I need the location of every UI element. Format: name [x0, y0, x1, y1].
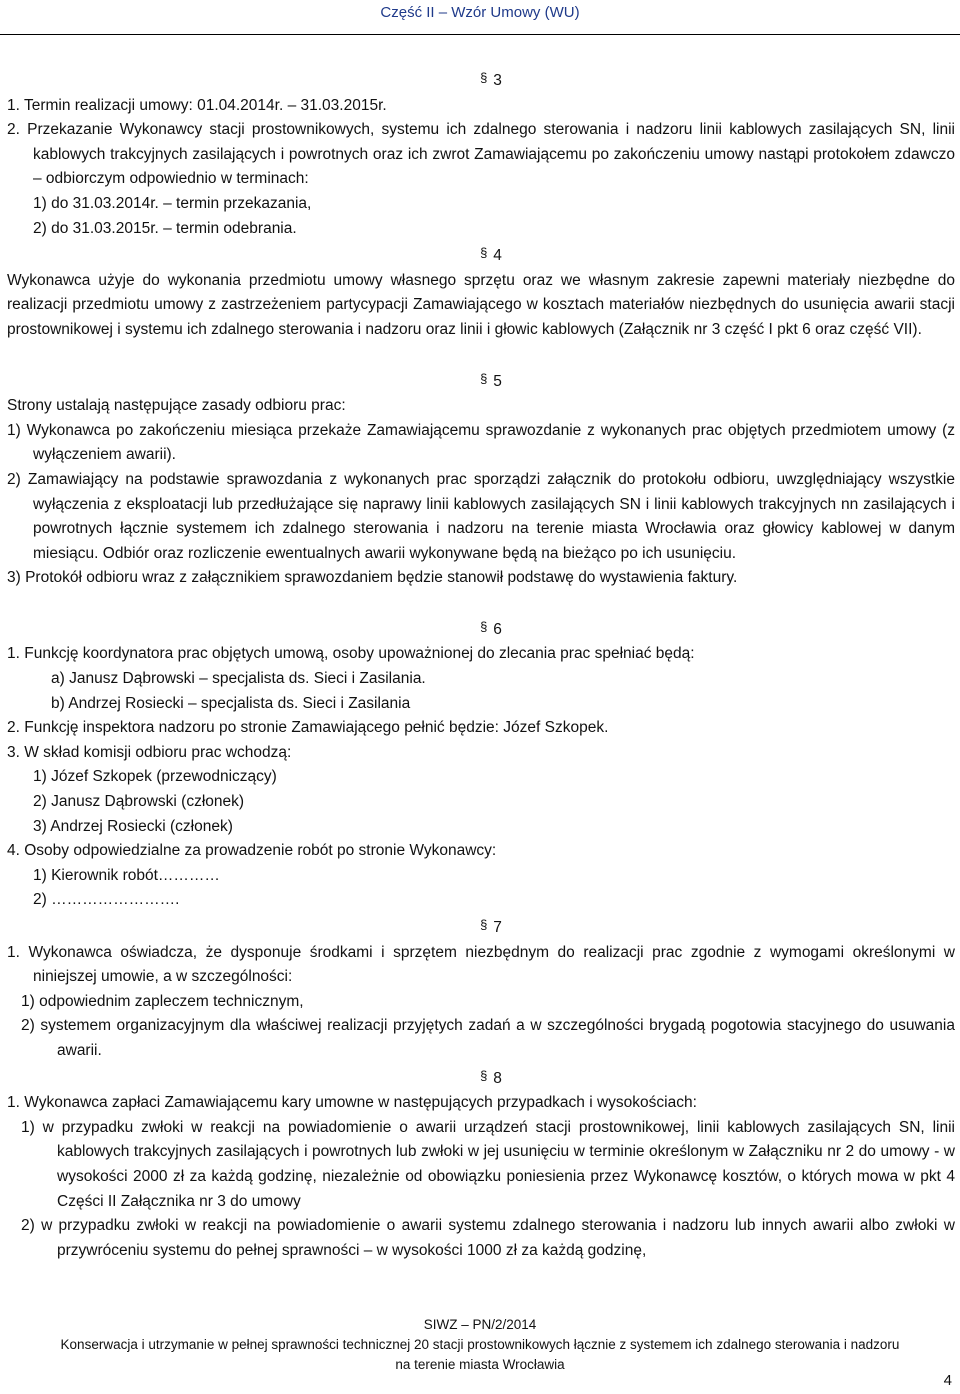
- s6-p4b: 2) …………………….: [33, 891, 180, 909]
- header-title: Część II – Wzór Umowy (WU): [380, 4, 580, 21]
- s3-p1: 1. Termin realizacji umowy: 01.04.2014r. – 31.03.2015r.: [7, 96, 387, 114]
- document-body: [7, 66, 955, 1263]
- paragraph-sign-icon: §: [480, 917, 488, 932]
- s6-p1: 1. Funkcję koordynatora prac objętych umową, osoby upoważnionej do zlecania prac spełniać będą:: [7, 645, 695, 663]
- s7-p1: 1. Wykonawca oświadcza, że dysponuje środkami i sprzętem niezbędnym do realizacji prac zgodnie z wymogami określonymi w niniejszej umowie, a w szczególności:: [7, 943, 955, 986]
- s7-p1a: 1) odpowiednim zapleczem technicznym,: [21, 992, 304, 1010]
- section-heading-5: § 5: [480, 370, 502, 390]
- section-heading-7: § 7: [480, 917, 502, 936]
- paragraph-sign-icon: §: [480, 1067, 488, 1083]
- s8-p1b: 2) w przypadku zwłoki w reakcji na powiadomienie o awarii systemu zdalnego sterowania i nadzoru lub innych awarii albo zwłoki w przywróceniu systemu do pełnej sprawności – w wysokości 1000 zł za każdą godzinę,: [21, 1217, 955, 1259]
- footer-line-2: Konserwacja i utrzymanie w pełnej sprawności technicznej 20 stacji prostownikowych łącznie z systemem ich zdalnego sterowania i nadzoru: [60, 1337, 900, 1352]
- s5-p1: 1) Wykonawca po zakończeniu miesiąca przekaże Zamawiającemu sprawozdanie z wykonanych prac objętych przedmiotem umowy (z wyłączeniem awarii).: [7, 421, 955, 464]
- section-heading-8: § 8: [480, 1067, 502, 1087]
- s6-p4: 4. Osoby odpowiedzialne za prowadzenie robót po stronie Wykonawcy:: [7, 842, 497, 860]
- footer-line-3: na terenie miasta Wrocławia: [395, 1357, 565, 1372]
- s3-p2a: 1) do 31.03.2014r. – termin przekazania,: [33, 194, 312, 212]
- paragraph-sign-icon: §: [480, 245, 488, 261]
- s4-p1: Wykonawca użyje do wykonania przedmiotu umowy własnego sprzętu oraz we własnym zakresie zapewni materiały niezbędne do realizacji przedmiotu umowy z zastrzeżeniem partycypacji Zamawiającego w kosztach materiałów niezbędnych do usunięcia awarii stacji prostownikowej i systemu ich zdalnego sterowania i nadzoru oraz linii i głowic kablowych (Załącznik nr 3 część I pkt 6 oraz część VII).: [7, 271, 955, 338]
- paragraph-sign-icon: §: [480, 370, 488, 386]
- header-divider: [0, 34, 960, 35]
- s6-p3c: 3) Andrzej Rosiecki (członek): [33, 817, 233, 835]
- s6-p3b: 2) Janusz Dąbrowski (członek): [33, 793, 245, 811]
- s3-p2b: 2) do 31.03.2015r. – termin odebrania.: [33, 219, 297, 237]
- s6-p2: 2. Funkcję inspektora nadzoru po stronie Zamawiającego pełnić będzie: Józef Szkopek.: [7, 719, 609, 737]
- s8-p1a: 1) w przypadku zwłoki w reakcji na powiadomienie o awarii urządzeń stacji prostownikowej, linii kablowych zasilających SN, linii kablowych trakcyjnych zasilających i powrotnych lub zwłoki w jej usunięciu w terminie określonym w Załączniku nr 2 do umowy - w wysokości 2000 zł za każdą godzinę, niezależnie od obowiązku poniesienia przez Wykonawcę kosztów, o których mowa w pkt 4 Części II Załącznika nr 3 do umowy: [21, 1118, 955, 1210]
- s6-p4a: 1) Kierownik robót…………: [33, 866, 220, 884]
- s5-intro: Strony ustalają następujące zasady odbioru prac:: [7, 397, 346, 415]
- section-heading-3: § 3: [480, 70, 502, 89]
- section-heading-6: § 6: [480, 618, 502, 638]
- s5-p2: 2) Zamawiający na podstawie sprawozdania z wykonanych prac sporządzi załącznik do protokołu odbioru, uwzględniający wszystkie wyłączenia z eksploatacji lub przedłużające się naprawy linii kablowych zasilających SN i linii kablowych trakcyjnych nn zasilających i powrotnych łącznie systemem ich zdalnego sterowania i nadzoru na terenie miasta Wrocławia oraz głowicy kablowej w danym miesiącu. Odbiór oraz rozliczenie ewentualnych awarii wykonywane będą na bieżąco po ich usunięciu.: [7, 470, 955, 562]
- s7-p1b: 2) systemem organizacyjnym dla właściwej realizacji przyjętych zadań a w szczególności brygadą pogotowia stacyjnego do usuwania awarii.: [21, 1017, 955, 1059]
- s3-p2: 2. Przekazanie Wykonawcy stacji prostownikowych, systemu ich zdalnego sterowania i nadzoru linii kablowych zasilających SN, linii kablowych trakcyjnych zasilających i powrotnych oraz ich zwrot Zamawiającemu po zakończeniu umowy nastąpi protokołem zdawczo – odbiorczym odpowiednio w terminach:: [7, 121, 955, 188]
- s6-p1b: b) Andrzej Rosiecki – specjalista ds. Sieci i Zasilania: [51, 694, 411, 712]
- s6-p3a: 1) Józef Szkopek (przewodniczący): [33, 768, 277, 786]
- page-footer: [0, 1315, 960, 1375]
- s5-p3: 3) Protokół odbioru wraz z załącznikiem sprawozdaniem będzie stanowił podstawę do wystawienia faktury.: [7, 569, 738, 587]
- page-header: [0, 0, 960, 36]
- footer-line-1: SIWZ – PN/2/2014: [423, 1317, 537, 1332]
- paragraph-sign-icon: §: [480, 618, 488, 634]
- s8-p1: 1. Wykonawca zapłaci Zamawiającemu kary umowne w następujących przypadkach i wysokościach:: [7, 1094, 697, 1112]
- paragraph-sign-icon: §: [480, 70, 488, 85]
- s6-p1a: a) Janusz Dąbrowski – specjalista ds. Sieci i Zasilania.: [51, 670, 426, 688]
- s6-p3: 3. W skład komisji odbioru prac wchodzą:: [7, 743, 292, 761]
- page-number: 4: [943, 1372, 952, 1389]
- section-heading-4: § 4: [480, 245, 502, 265]
